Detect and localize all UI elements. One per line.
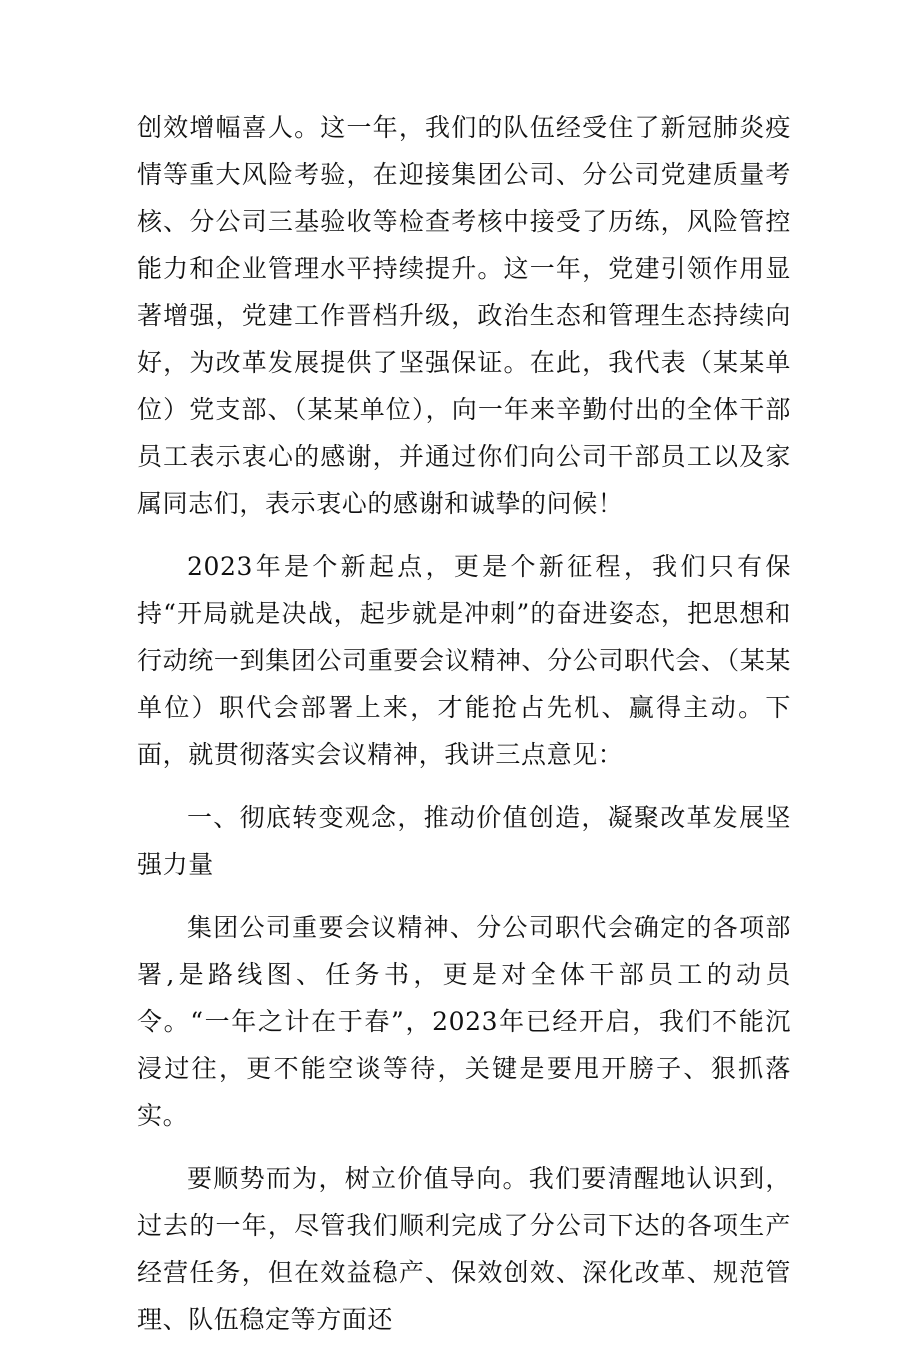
document-body: [137, 104, 791, 1359]
paragraph-deployment: 集团公司重要会议精神、分公司职代会确定的各项部署,是路线图、任务书，更是对全体干部员工的动员令。“一年之计在于春”，2023年已经开启，我们不能沉浸过往，更不能空谈等待，关键是要甩开膀子、狠抓落实。: [137, 913, 791, 1130]
paragraph-new-start: 2023年是个新起点，更是个新征程，我们只有保持“开局就是决战，起步就是冲刺”的奋进姿态，把思想和行动统一到集团公司重要会议精神、分公司职代会、（某某单位）职代会部署上来，才能抢占先机、赢得主动。下面，就贯彻落实会议精神，我讲三点意见：: [137, 552, 791, 769]
paragraph-continuation: 创效增幅喜人。这一年，我们的队伍经受住了新冠肺炎疫情等重大风险考验，在迎接集团公司、分公司党建质量考核、分公司三基验收等检查考核中接受了历练，风险管控能力和企业管理水平持续提升。这一年，党建引领作用显著增强，党建工作晋档升级，政治生态和管理生态持续向好，为改革发展提供了坚强保证。在此，我代表（某某单位）党支部、（某某单位），向一年来辛勤付出的全体干部员工表示衷心的感谢，并通过你们向公司干部员工以及家属同志们，表示衷心的感谢和诚挚的问候！: [137, 113, 791, 518]
section-heading: 一、彻底转变观念，推动价值创造，凝聚改革发展坚强力量: [137, 803, 791, 879]
paragraph-value-orientation: 要顺势而为，树立价值导向。我们要清醒地认识到，过去的一年，尽管我们顺利完成了分公司下达的各项生产经营任务，但在效益稳产、保效创效、深化改革、规范管理、队伍稳定等方面还: [137, 1164, 791, 1334]
